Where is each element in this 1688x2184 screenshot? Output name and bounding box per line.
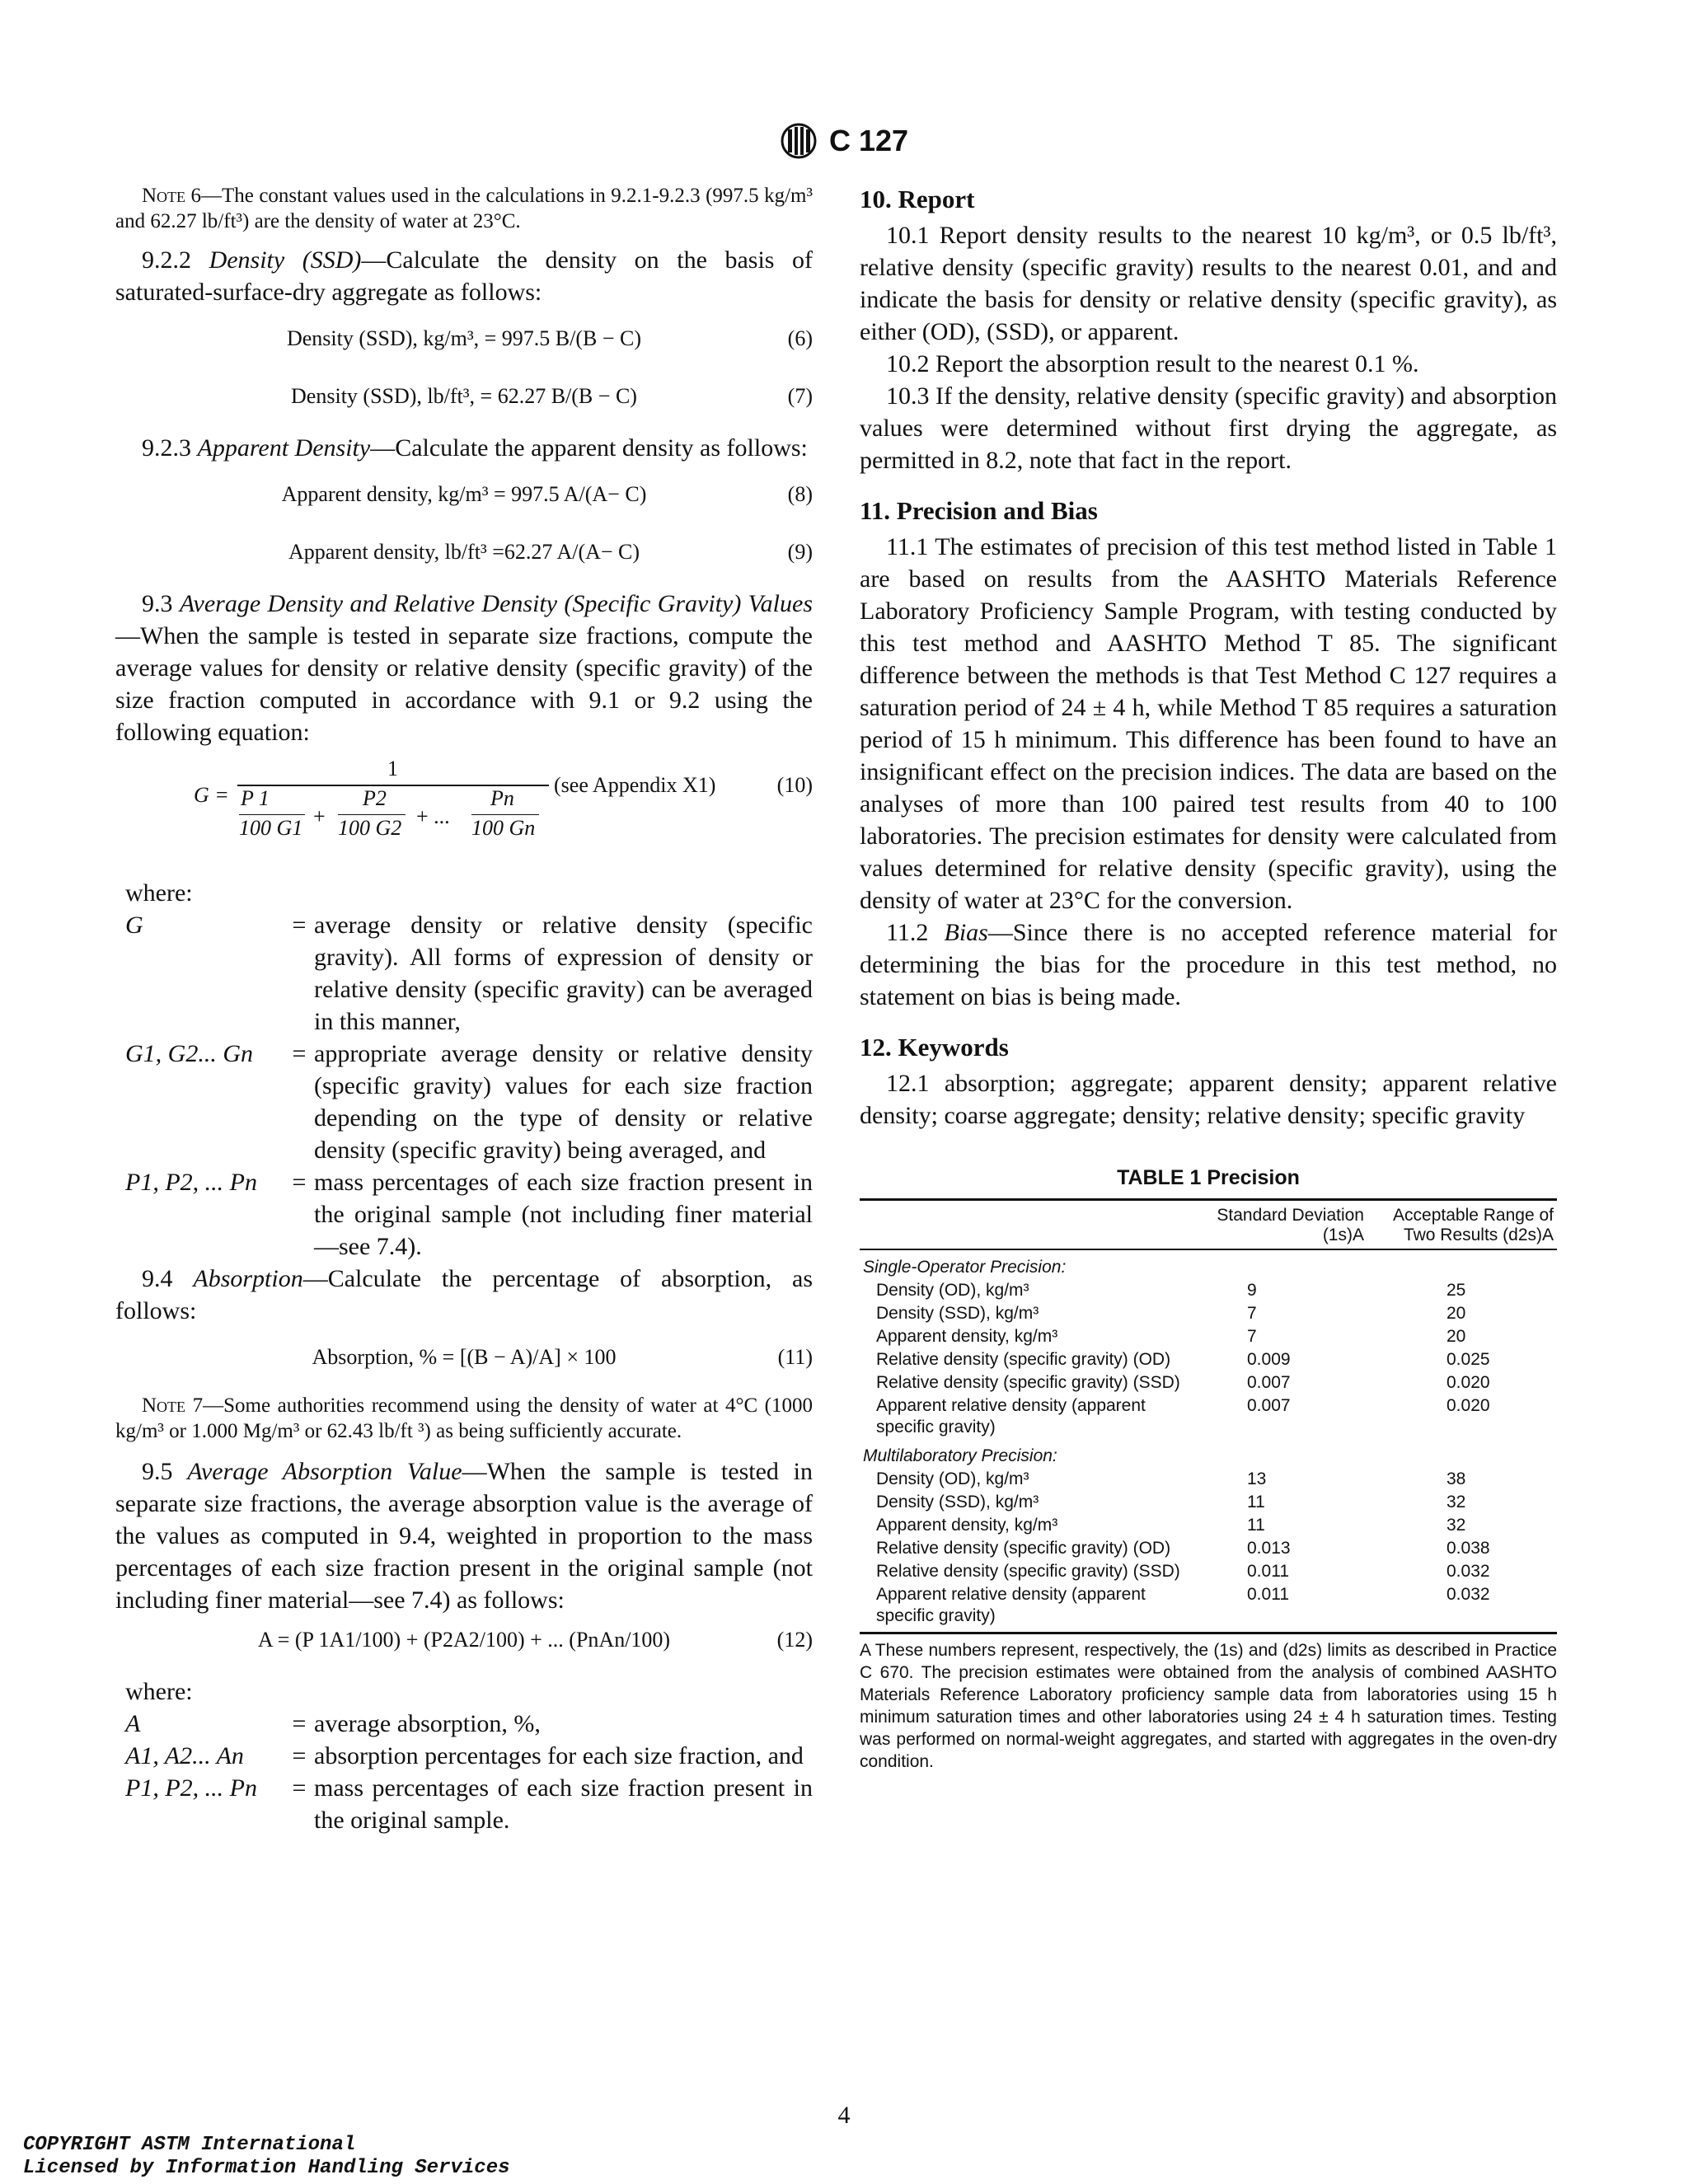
section-11-1: 11.1 The estimates of precision of this test method listed in Table 1 are based on results from the AASHTO Materials Reference Laboratory Proficiency Sample Program, with testing conducted by this test method and AASHTO Method T 85. The significant difference between the methods is that Test Method C 127 requires a saturation period of 24 ± 4 h, while Method T 85 requires a saturation period of 15 h minimum. This difference has been found to have an insignificant effect on the precision indices. The data are based on the analyses of more than 100 paired test results from 40 to 100 laboratories. The precision estimates for density were calculated from values determined for relative density (specific gravity), using the density of water at 23°C for the conversion. <box>860 533 1557 914</box>
row-label: Density (OD), kg/m³ <box>876 1469 1029 1488</box>
heading-report: 10. Report <box>860 185 975 213</box>
table-row <box>860 1371 1557 1394</box>
right-column <box>860 183 1557 1773</box>
page-number: 4 <box>837 2102 851 2129</box>
table-title: TABLE 1 Precision <box>1117 1166 1300 1189</box>
copyright-notice <box>23 2134 510 2180</box>
range-value: 0.025 <box>1447 1350 1490 1369</box>
table-group-label: Multilaboratory Precision: <box>863 1446 1057 1465</box>
equation-9: Apparent density, lb/ft³ =62.27 A/(A− C) (9) <box>288 540 813 564</box>
range-value: 0.020 <box>1447 1396 1490 1415</box>
equation-10: G = 1 P 1 100 G1 + P2 100 G2 + ... Pn 100 Gn (see Appendix X1) (10) <box>194 757 813 840</box>
note-6: Note 6—The constant values used in the calculations in 9.2.1-9.2.3 (997.5 kg/m³ and 62.27 lb/ft³) are the density of water at 23°C. <box>115 185 813 232</box>
std-dev-value: 0.011 <box>1247 1562 1289 1581</box>
section-9-2-3: 9.2.3 Apparent Density—Calculate the apparent density as follows: <box>142 434 808 462</box>
astm-logo-icon <box>780 122 818 160</box>
range-value: 0.020 <box>1447 1373 1490 1392</box>
range-value: 0.038 <box>1447 1539 1490 1558</box>
std-dev-value: 0.007 <box>1247 1396 1291 1415</box>
table-row <box>860 1491 1557 1514</box>
table-footnote: A These numbers represent, respectively, the (1s) and (d2s) limits as described in Practice C 670. The precision estimates were obtained from the analysis of combined AASHTO Materials Reference Laboratory proficiency sample data from laboratories using 15 h minimum saturation times and other laboratories using 24 ± 4 h saturation times. Testing was performed on normal-weight aggregates, and started with aggregates in the oven-dry condition. <box>860 1641 1557 1771</box>
table-row <box>860 1583 1557 1633</box>
where-label-1: where: <box>125 879 193 907</box>
section-10-1: 10.1 Report density results to the nearest 10 kg/m³, or 0.5 lb/ft³, relative density (specific gravity) results to the nearest 0.01, and and indicate the basis for density or relative density (specific gravity), as either (OD), (SSD), or apparent. <box>860 222 1557 345</box>
std-dev-value: 0.011 <box>1188 1583 1367 1633</box>
table-row <box>860 1560 1557 1583</box>
std-dev-value: 0.009 <box>1247 1350 1291 1369</box>
range-value: 25 <box>1447 1281 1466 1300</box>
license-line: Licensed by Information Handling Services <box>23 2157 510 2179</box>
range-value: 32 <box>1447 1493 1466 1511</box>
section-10-3: 10.3 If the density, relative density (specific gravity) and absorption values were determined without first drying the aggregate, as permitted in 8.2, note that fact in the report. <box>860 382 1557 474</box>
equation-7: Density (SSD), lb/ft³, = 62.27 B/(B − C) (7) <box>291 384 813 408</box>
heading-precision-bias: 11. Precision and Bias <box>860 496 1098 525</box>
equation-8: Apparent density, kg/m³ = 997.5 A/(A− C) (8) <box>281 482 813 506</box>
row-label: Apparent relative density (apparent specific gravity) <box>876 1396 1146 1436</box>
definition-A: A = average absorption, %, <box>125 1710 541 1737</box>
table-row <box>860 1348 1557 1371</box>
where-label-2: where: <box>125 1678 193 1705</box>
std-dev-value: 7 <box>1247 1327 1257 1346</box>
row-label: Relative density (specific gravity) (OD) <box>876 1539 1171 1558</box>
row-label: Density (SSD), kg/m³ <box>876 1304 1039 1323</box>
page-header <box>0 122 1688 160</box>
note-7: Note 7—Some authorities recommend using the density of water at 4°C (1000 kg/m³ or 1.000 Mg/m³ or 62.43 lb/ft ³) as being sufficiently accurate. <box>115 1394 814 1442</box>
table-row <box>860 1279 1557 1302</box>
copyright-line: COPYRIGHT ASTM International <box>23 2134 356 2156</box>
definition-G-series: G1, G2... Gn = appropriate average density or relative density (specific gravity) values for each size fraction depending on the type of density or relative density (specific gravity) being averaged, and <box>125 1040 813 1164</box>
left-column <box>115 183 813 1836</box>
range-value: 20 <box>1447 1327 1466 1346</box>
col-header-range: Acceptable Range of Two Results (d2s)A <box>1367 1200 1557 1250</box>
row-label: Relative density (specific gravity) (SSD) <box>876 1373 1180 1392</box>
row-label: Density (SSD), kg/m³ <box>876 1493 1039 1511</box>
row-label: Density (OD), kg/m³ <box>876 1281 1029 1300</box>
row-label: Relative density (specific gravity) (OD) <box>876 1350 1171 1369</box>
section-9-2-2: 9.2.2 Density (SSD)—Calculate the density on the basis of saturated-surface-dry aggregate as follows: <box>115 246 814 306</box>
std-dev-value: 0.013 <box>1247 1539 1291 1558</box>
std-dev-value: 11 <box>1247 1516 1265 1535</box>
range-value: 20 <box>1447 1304 1466 1323</box>
table-row <box>860 1468 1557 1491</box>
designation: C 127 <box>828 124 909 157</box>
section-9-5: 9.5 Average Absorption Value—When the sample is tested in separate size fractions, the average absorption value is the average of the values as computed in 9.4, weighted in proportion to the mass percentages of each size fraction present in the original sample (not including finer material—see 7.4) as follows: <box>115 1458 814 1614</box>
definition-A-series: A1, A2... An = absorption percentages for each size fraction, and <box>125 1742 804 1769</box>
table-row <box>860 1325 1557 1348</box>
row-label: Apparent relative density (apparent specific gravity) <box>860 1583 1188 1633</box>
section-11-2: 11.2 Bias—Since there is no accepted reference material for determining the bias for the procedure in this test method, no statement on bias is being made. <box>860 919 1557 1010</box>
section-10-2: 10.2 Report the absorption result to the nearest 0.1 %. <box>886 350 1419 377</box>
section-12-1: 12.1 absorption; aggregate; apparent density; apparent relative density; coarse aggregate; density; relative density; specific gravity <box>860 1070 1557 1129</box>
std-dev-value: 0.007 <box>1247 1373 1291 1392</box>
std-dev-value: 13 <box>1247 1469 1267 1488</box>
table-row <box>860 1394 1557 1439</box>
row-label: Apparent density, kg/m³ <box>876 1516 1058 1535</box>
equation-6: Density (SSD), kg/m³, = 997.5 B/(B − C) (6) <box>286 326 813 350</box>
table-row <box>860 1537 1557 1560</box>
range-value: 38 <box>1447 1469 1466 1488</box>
section-9-4: 9.4 Absorption—Calculate the percentage of absorption, as follows: <box>115 1265 814 1324</box>
equation-11: Absorption, % = [(B − A)/A] × 100 (11) <box>312 1345 813 1369</box>
precision-table <box>860 1198 1557 1634</box>
std-dev-value: 9 <box>1247 1281 1257 1300</box>
heading-keywords: 12. Keywords <box>860 1033 1009 1062</box>
definition-P-series-2: P1, P2, ... Pn = mass percentages of each size fraction present in the original sample. <box>125 1774 813 1834</box>
table-row <box>860 1514 1557 1537</box>
definition-P-series: P1, P2, ... Pn = mass percentages of each size fraction present in the original sample (not including finer material—see 7.4). <box>125 1169 813 1260</box>
col-header-std-dev: Standard Deviation (1s)A <box>1188 1200 1367 1250</box>
range-value: 32 <box>1447 1516 1466 1535</box>
table-row <box>860 1302 1557 1325</box>
section-9-3: 9.3 Average Density and Relative Density (Specific Gravity) Values—When the sample is tested in separate size fractions, compute the average values for density or relative density (specific gravity) of the size fraction computed in accordance with 9.1 or 9.2 using the following equation: <box>115 590 813 746</box>
std-dev-value: 7 <box>1247 1304 1257 1323</box>
equation-12: A = (P 1A1/100) + (P2A2/100) + ... (PnAn/100) (12) <box>257 1628 813 1652</box>
std-dev-value: 11 <box>1247 1493 1265 1511</box>
table-group-label: Single-Operator Precision: <box>863 1258 1067 1277</box>
row-label: Relative density (specific gravity) (SSD) <box>876 1562 1180 1581</box>
row-label: Apparent density, kg/m³ <box>876 1327 1058 1346</box>
definition-G: G = average density or relative density (specific gravity). All forms of expression of density or relative density (specific gravity) can be averaged in this manner, <box>125 912 813 1035</box>
range-value: 0.032 <box>1367 1583 1557 1633</box>
range-value: 0.032 <box>1447 1562 1490 1581</box>
